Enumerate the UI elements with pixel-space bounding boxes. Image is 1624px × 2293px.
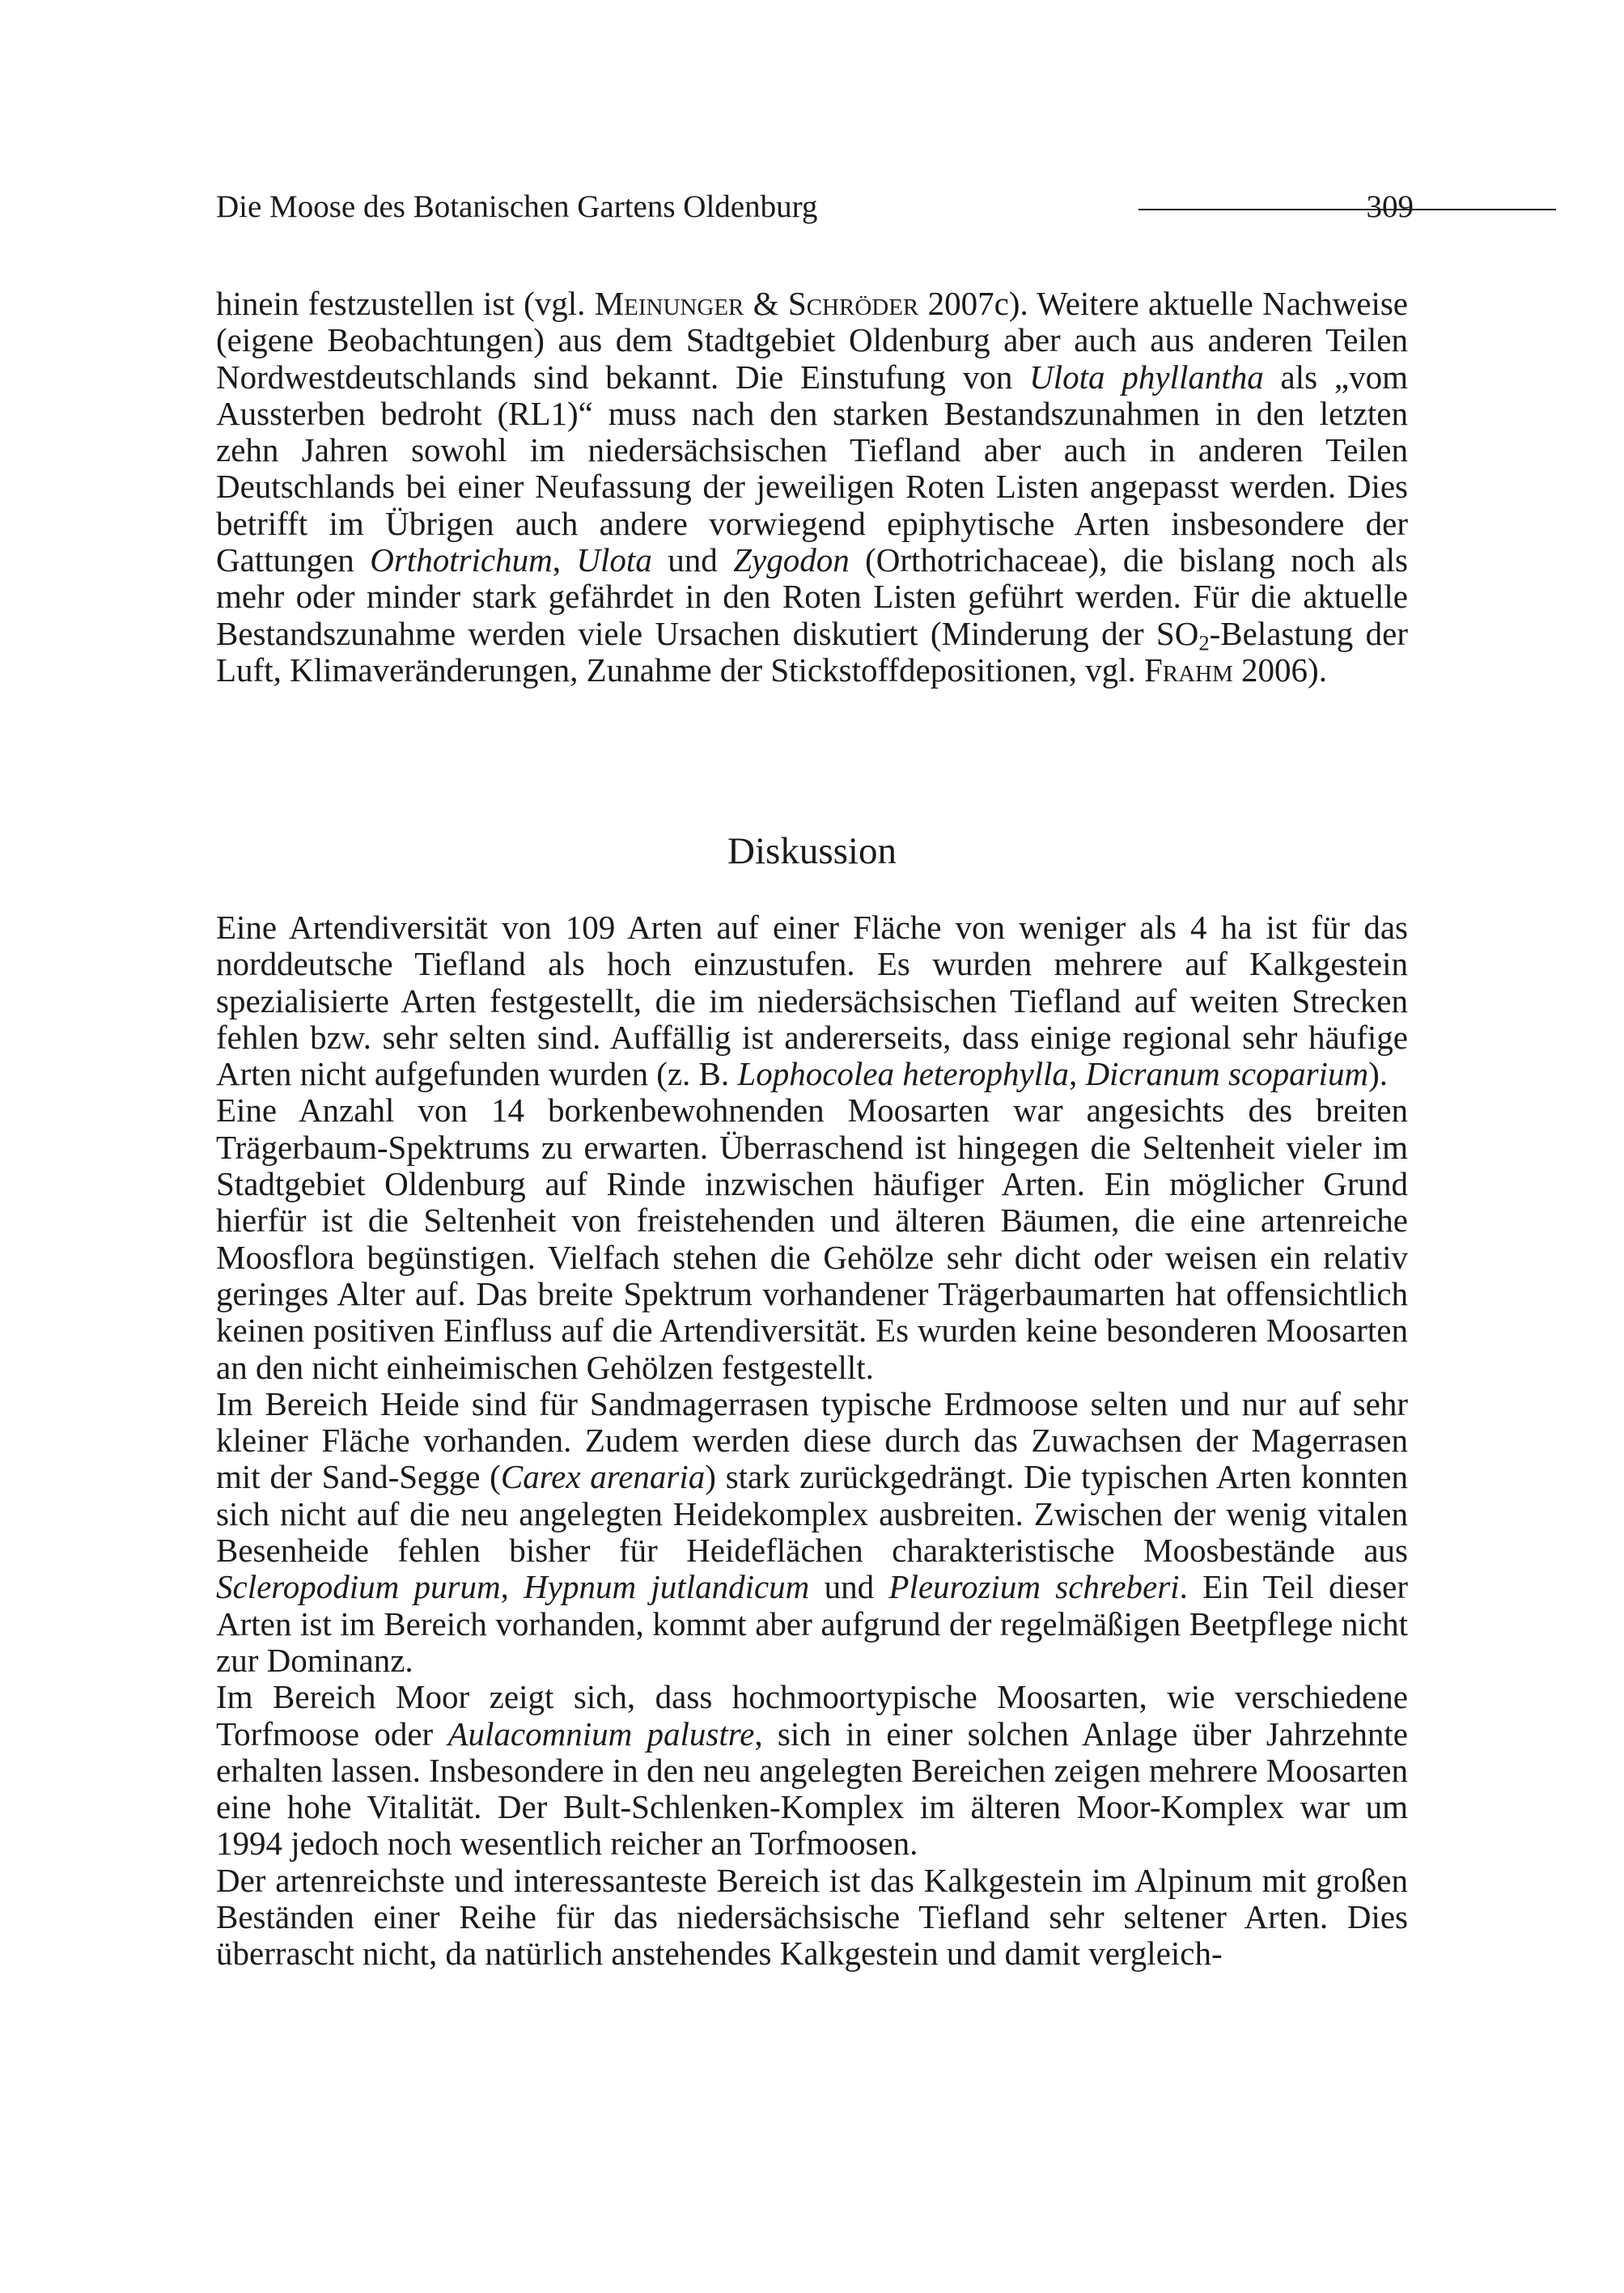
author-name: Frahm (1143, 651, 1233, 689)
species-name: Ulota phyllantha (1029, 358, 1264, 396)
running-title: Die Moose des Botanischen Gartens Oldenburg (216, 189, 818, 224)
species-name: Lophocolea heterophylla (737, 1055, 1069, 1093)
author-name: Meinunger (594, 285, 744, 322)
subscript: 2 (1198, 630, 1210, 655)
species-name: Carex arenaria (500, 1458, 706, 1496)
genus-name: Ulota (576, 541, 652, 579)
section-heading: Diskussion (727, 830, 897, 872)
paragraph: hinein festzustellen ist (vgl. Meinunger & Schröder 2007c). Weitere aktuelle Nachweise (eigene Beobachtungen) aus dem Stadtgebiet Oldenburg aber auch aus anderen Teilen Nordwestdeutschlands sind bekannt. Die Einstufung von Ulota phyllantha als „vom Aussterben bedroht (RL1)“ muss nach den starken Bestandszunahmen in den letzten zehn Jahren sowohl im niedersächsischen Tiefland aber auch in anderen Teilen Deutschlands bei einer Neufassung der jeweiligen Roten Listen angepasst werden. Dies betrifft im Übrigen auch andere vorwiegend epiphytische Arten insbesondere der Gattungen Orthotrichum, Ulota und Zygodon (Orthotrichaceae), die bislang noch als mehr oder minder stark gefährdet in den Roten Listen geführt werden. Für die aktuelle Bestandszunahme werden viele Ursachen diskutiert (Minderung der $SO_2$-Belastung der Luft, Klimaveränderungen, Zunahme der Stickstoffdepositionen, vgl. Frahm 2006). (216, 285, 1409, 689)
running-header (216, 183, 1414, 231)
genus-name: Orthotrichum (370, 541, 553, 579)
discussion-text (216, 909, 1408, 1973)
species-name: Scleropodium purum (216, 1568, 501, 1606)
paragraph: Eine Anzahl von 14 borkenbewohnenden Moosarten war angesichts des breiten Trägerbaum-Spektrums zu erwarten. Überraschend ist hingegen die Seltenheit vieler im Stadtgebiet Oldenburg auf Rinde inzwischen häufiger Arten. Ein möglicher Grund hierfür ist die Seltenheit von freistehenden und älteren Bäumen, die eine artenreiche Moosflora begünstigen. Vielfach stehen die Gehölze sehr dicht oder weisen ein relativ geringes Alter auf. Das breite Spektrum vorhandener Trägerbaumarten hat offensichtlich keinen positiven Einfluss auf die Artendiversität. Es wurden keine besonderen Moosarten an den nicht einheimischen Gehölzen festgestellt. (216, 1091, 1408, 1386)
genus-name: Zygodon (733, 541, 850, 579)
paragraph: Im Bereich Moor zeigt sich, dass hochmoortypische Moosarten, wie verschiedene Torfmoose oder Aulacomnium palustre, sich in einer solchen Anlage über Jahrzehnte erhalten lassen. Insbesondere in den neu angelegten Bereichen zeigen mehrere Moosarten eine hohe Vitalität. Der Bult-Schlenken-Komplex im älteren Moor-Komplex war um 1994 jedoch noch wesentlich reicher an Torfmoosen. (216, 1678, 1408, 1863)
species-name: Hypnum jutlandicum (524, 1568, 810, 1606)
species-name: Aulacomnium palustre (447, 1714, 755, 1753)
paragraph: Der artenreichste und interessanteste Bereich ist das Kalkgestein im Alpinum mit großen Beständen einer Reihe für das niedersächsische Tiefland sehr seltener Arten. Dies überrascht nicht, da natürlich anstehendes Kalkgestein und damit vergleich- (216, 1861, 1408, 1973)
paragraph: Eine Artendiversität von 109 Arten auf einer Fläche von weniger als 4 ha ist für das norddeutsche Tiefland als hoch einzustufen. Es wurden mehrere auf Kalkgestein spezialisierte Arten festgestellt, die im niedersächsischen Tiefland auf weiten Strecken fehlen bzw. sehr selten sind. Auffällig ist andererseits, dass einige regional sehr häufige Arten nicht aufgefunden wurden (z. B. Lophocolea heterophylla, Dicranum scoparium). (216, 909, 1408, 1093)
header-rule (1138, 209, 1556, 210)
species-name: Dicranum scoparium (1085, 1055, 1369, 1093)
species-name: Pleurozium schreberi (888, 1568, 1180, 1606)
author-name: Schröder (787, 285, 919, 322)
paragraph: Im Bereich Heide sind für Sandmagerrasen typische Erdmoose selten und nur auf sehr kleiner Fläche vorhanden. Zudem werden diese durch das Zuwachsen der Magerrasen mit der Sand-Segge (Carex arenaria) stark zurückgedrängt. Die typischen Arten konnten sich nicht auf die neu angelegten Heidekomplex ausbreiten. Zwischen der wenig vitalen Besenheide fehlen bisher für Heideflächen charakteristische Moosbestände aus Scleropodium purum, Hypnum jutlandicum und Pleurozium schreberi. Ein Teil dieser Arten ist im Bereich vorhanden, kommt aber aufgrund der regelmäßigen Beetpflege nicht zur Dominanz. (216, 1384, 1409, 1679)
page-number: 309 (1366, 189, 1414, 224)
intro-text (216, 286, 1408, 689)
